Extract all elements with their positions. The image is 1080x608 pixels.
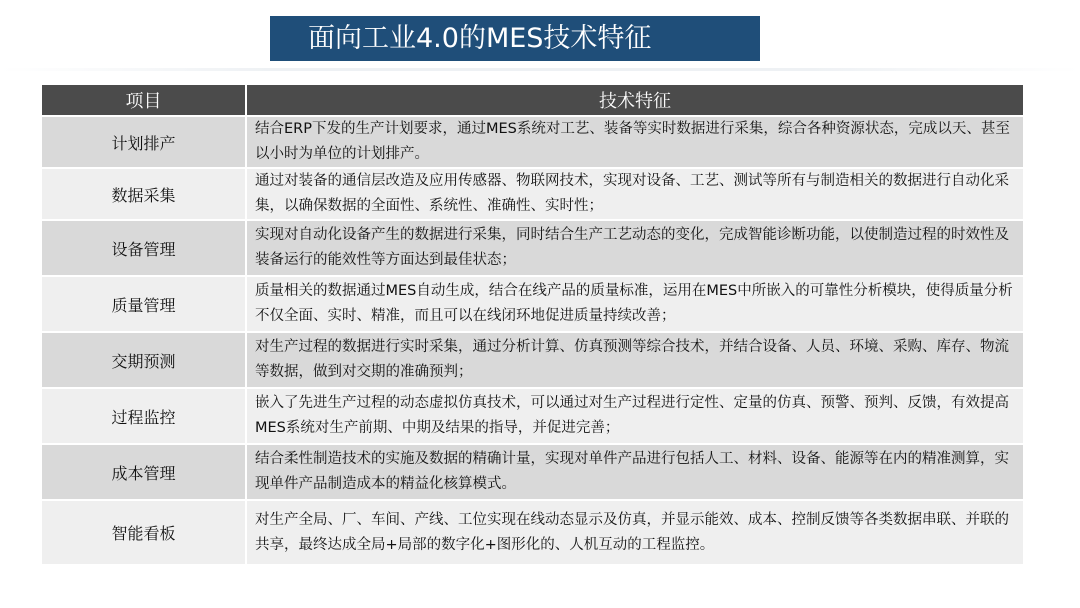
row-description: 嵌入了先进生产过程的动态虚拟仿真技术，可以通过对生产过程进行定性、定量的仿真、预警、预判、反馈，有效提高MES系统对生产前期、中期及结果的指导，并促进完善； <box>247 389 1023 443</box>
header-item: 项目 <box>42 85 247 115</box>
row-item: 数据采集 <box>42 169 247 219</box>
table-row <box>42 501 1023 564</box>
row-item: 交期预测 <box>42 333 247 387</box>
row-description: 对生产全局、厂、车间、产线、工位实现在线动态显示及仿真，并显示能效、成本、控制反馈等各类数据串联、并联的共享，最终达成全局+局部的数字化+图形化的、人机互动的工程监控。 <box>247 501 1023 564</box>
header-features: 技术特征 <box>247 85 1023 115</box>
row-description: 质量相关的数据通过MES自动生成，结合在线产品的质量标准，运用在MES中所嵌入的可靠性分析模块，使得质量分析不仅全面、实时、精准，而且可以在线闭环地促进质量持续改善； <box>247 277 1023 331</box>
decorative-divider <box>0 68 1080 71</box>
table-row <box>42 333 1023 387</box>
table-row <box>42 277 1023 331</box>
row-description: 对生产过程的数据进行实时采集，通过分析计算、仿真预测等综合技术，并结合设备、人员、环境、采购、库存、物流等数据，做到对交期的准确预判； <box>247 333 1023 387</box>
row-item: 成本管理 <box>42 445 247 499</box>
row-description: 通过对装备的通信层改造及应用传感器、物联网技术，实现对设备、工艺、测试等所有与制造相关的数据进行自动化采集，以确保数据的全面性、系统性、准确性、实时性； <box>247 169 1023 219</box>
table-row <box>42 117 1023 167</box>
row-item: 智能看板 <box>42 501 247 564</box>
table-header-row <box>42 85 1023 115</box>
table-row <box>42 221 1023 275</box>
page-title: 面向工业4.0的MES技术特征 <box>270 16 760 61</box>
table-row <box>42 169 1023 219</box>
row-item: 过程监控 <box>42 389 247 443</box>
row-item: 质量管理 <box>42 277 247 331</box>
row-description: 结合ERP下发的生产计划要求，通过MES系统对工艺、装备等实时数据进行采集，综合各种资源状态，完成以天、甚至以小时为单位的计划排产。 <box>247 117 1023 167</box>
table-row <box>42 389 1023 443</box>
row-item: 计划排产 <box>42 117 247 167</box>
row-item: 设备管理 <box>42 221 247 275</box>
row-description: 结合柔性制造技术的实施及数据的精确计量，实现对单件产品进行包括人工、材料、设备、能源等在内的精准测算，实现单件产品制造成本的精益化核算模式。 <box>247 445 1023 499</box>
features-table <box>42 83 1023 566</box>
table-row <box>42 445 1023 499</box>
row-description: 实现对自动化设备产生的数据进行采集，同时结合生产工艺动态的变化，完成智能诊断功能，以使制造过程的时效性及装备运行的能效性等方面达到最佳状态； <box>247 221 1023 275</box>
